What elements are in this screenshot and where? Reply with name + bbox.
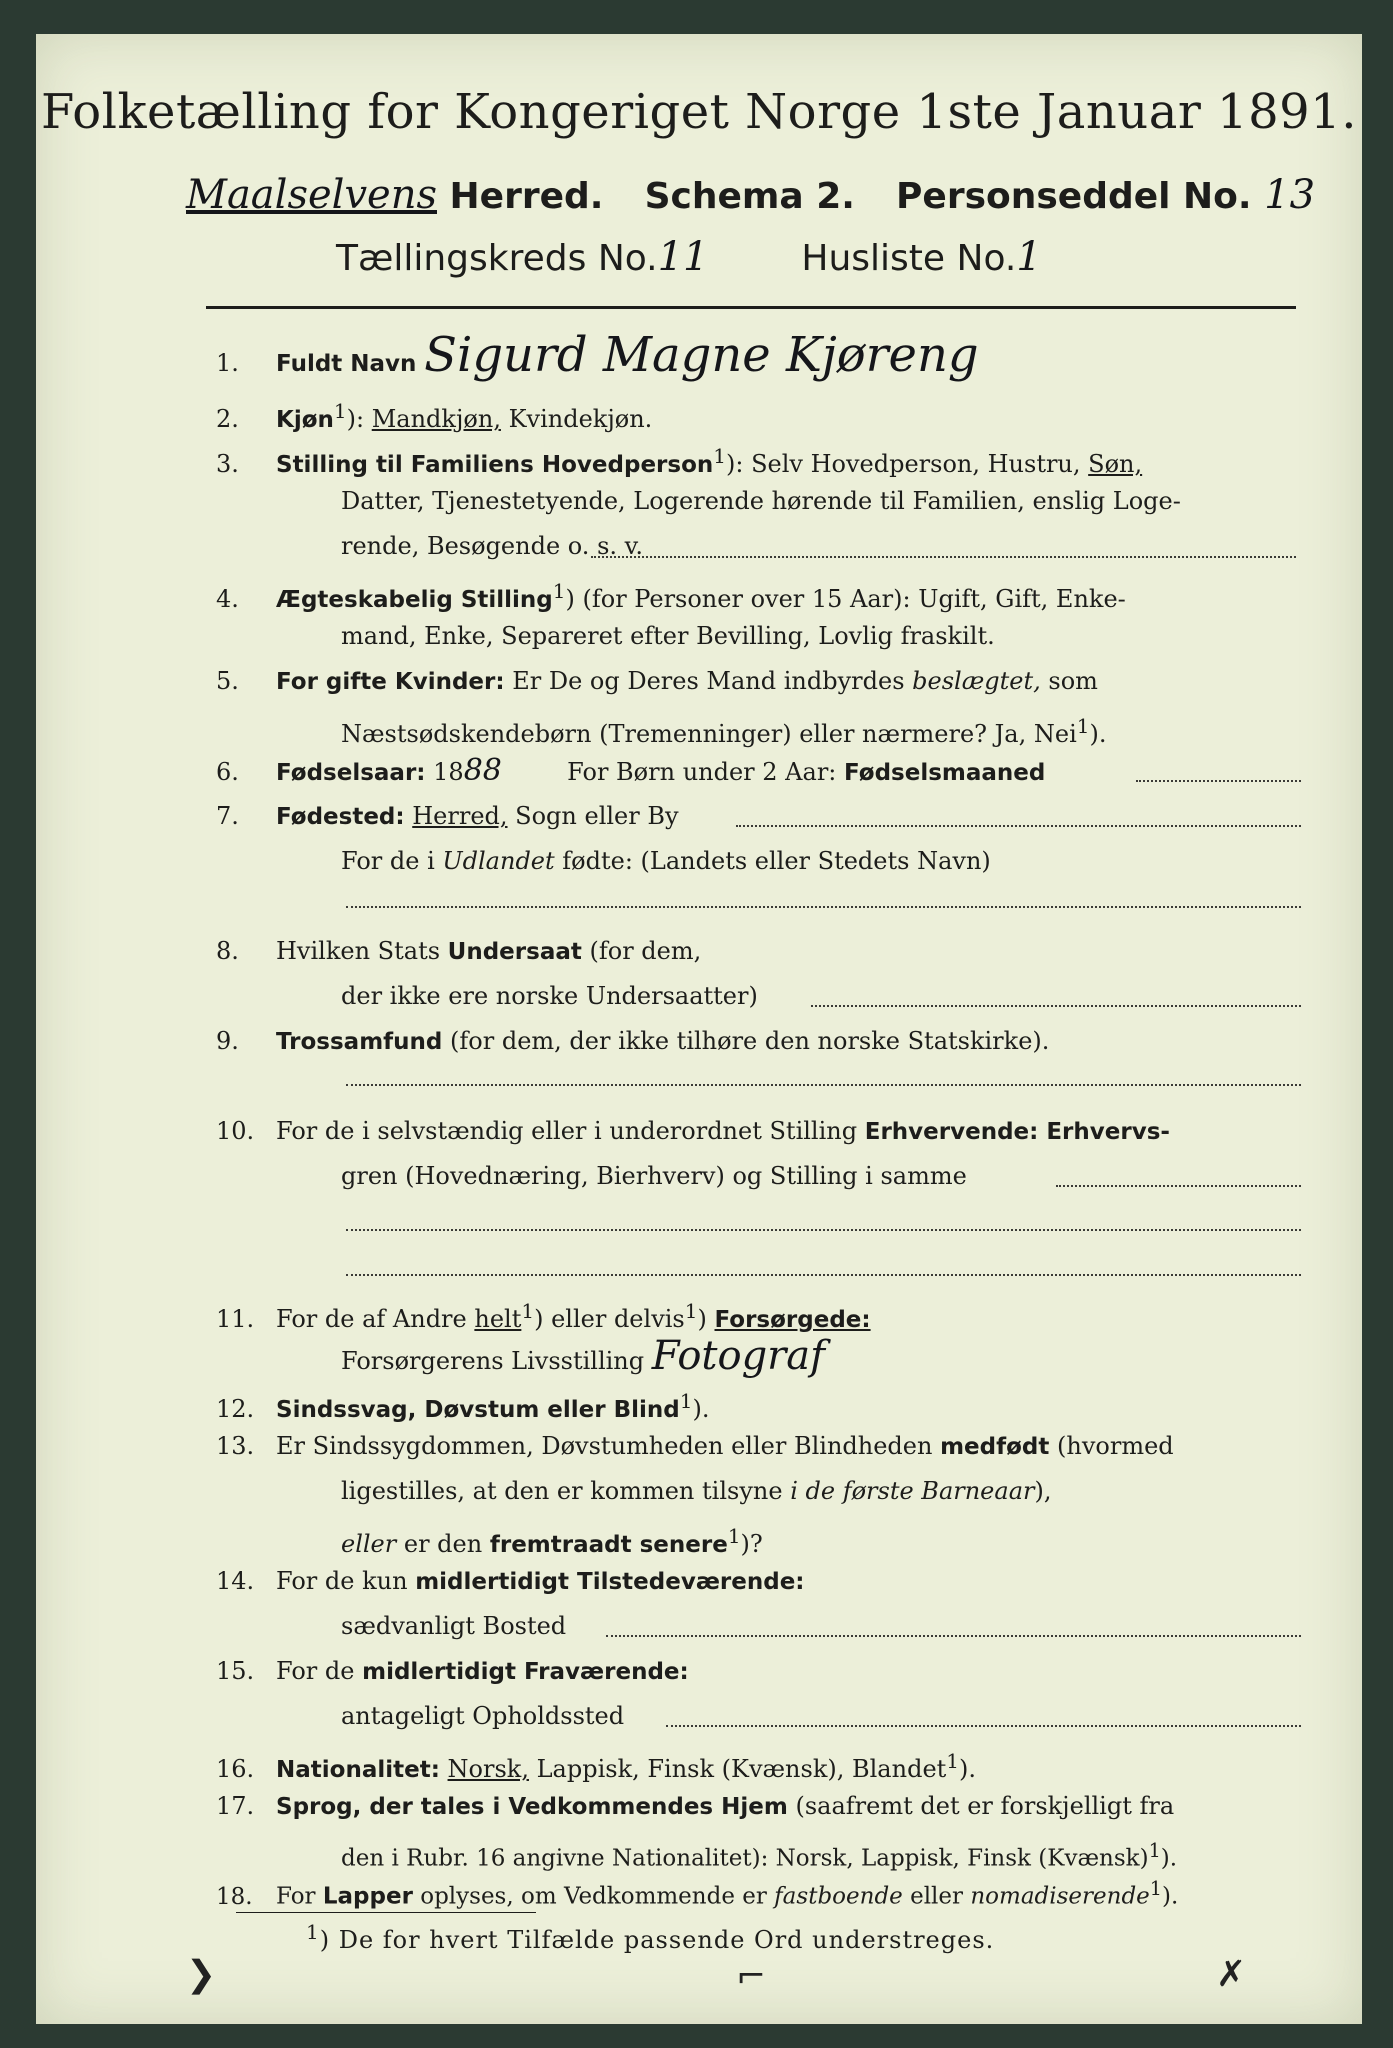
item-number: 14. (216, 1567, 255, 1595)
item-17-line-2 (341, 1836, 1177, 1874)
item-1-full-name (216, 327, 979, 383)
item-text: den i Rubr. 16 angivne Nationalitet): Norsk, Lappisk, Finsk (Kvænsk) (341, 1845, 1149, 1872)
provider-occupation-handwritten: Fotograf (651, 1333, 825, 1379)
item-number: 7. (216, 802, 239, 830)
full-name-handwritten: Sigurd Magne Kjøreng (424, 327, 979, 383)
footnote-ref: 1 (1149, 1877, 1162, 1900)
item-text: For de i (341, 847, 435, 875)
item-text: Sogn eller By (515, 802, 679, 830)
footnote-ref: 1 (679, 1389, 693, 1413)
item-number: 11. (216, 1305, 255, 1333)
footnote (306, 1920, 994, 1954)
item-label: Erhvervende: Erhvervs- (864, 1119, 1170, 1145)
item-12-disability (216, 1386, 710, 1425)
header-divider (206, 306, 1296, 309)
item-7-line-2 (341, 846, 991, 876)
item-label: Undersaat (447, 939, 582, 965)
kreds-label: Tællingskreds No. (336, 238, 658, 279)
item-14-temporary-present (216, 1566, 805, 1597)
item-text: ), (1034, 1477, 1052, 1505)
pencil-mark: ⌐ (736, 1956, 767, 1997)
item-text: Lappisk, Finsk (Kvænsk), Blandet (536, 1755, 947, 1783)
item-number: 15. (216, 1657, 255, 1685)
footnote-ref: 1 (1076, 714, 1090, 738)
item-number: 9. (216, 1027, 239, 1055)
item-3-line-3: rende, Besøgende o. s. v. (341, 532, 643, 560)
schema-label: Schema 2. (644, 176, 855, 217)
birth-year-handwritten: 88 (463, 753, 502, 788)
item-text: ). (1160, 1845, 1178, 1872)
item-label: Fuldt Navn (276, 351, 417, 377)
item-text: (for dem, der ikke tilhøre den norske Statskirke). (450, 1027, 1050, 1055)
husliste-number: 1 (1016, 234, 1042, 280)
item-text: For de i selvstændig eller i underordnet Stilling (276, 1117, 858, 1145)
item-13-congenital (216, 1431, 1174, 1462)
option-helt-underlined: helt (474, 1305, 522, 1333)
fill-line (736, 825, 1301, 827)
item-number: 2. (216, 405, 239, 433)
item-8-line-2: der ikke ere norske Undersaatter) (341, 982, 758, 1010)
item-number: 16. (216, 1755, 255, 1783)
herred-label: Herred. (449, 176, 604, 217)
item-3-line-2: Datter, Tjenestetyende, Logerende hørende til Familien, enslig Loge- (341, 487, 1181, 515)
item-label: Trossamfund (276, 1029, 443, 1055)
item-5-line-2 (341, 711, 1106, 749)
census-form-sheet (36, 34, 1362, 2024)
option-kvindekjon: Kvindekjøn. (508, 405, 653, 433)
option-mandkjon-underlined: Mandkjøn, (371, 405, 501, 433)
item-label: Sindssvag, Døvstum eller Blind (276, 1397, 680, 1423)
pencil-mark: ✗ (1216, 1954, 1247, 1995)
item-text: For de kun (276, 1567, 408, 1595)
item-text-italic: eller (341, 1530, 397, 1558)
option-herred-underlined: Herred, (412, 802, 508, 830)
fill-line (346, 1274, 1301, 1276)
item-3-family-position (216, 441, 1142, 480)
item-17-language (216, 1791, 1174, 1822)
form-title: Folketælling for Kongeriget Norge 1ste Januar 1891. (41, 84, 1357, 140)
item-number: 3. (216, 450, 239, 478)
footnote-ref: 1 (552, 579, 566, 603)
item-text: ): Selv Hovedperson, Hustru, (726, 450, 1081, 478)
footnote-ref: 1 (1148, 1839, 1161, 1862)
item-text: fødte: (Landets eller Stedets Navn) (562, 847, 991, 875)
item-5-married-women (216, 666, 1098, 697)
footnote-ref: 1 (333, 399, 347, 423)
fill-line (346, 906, 1301, 908)
item-label: medfødt (940, 1434, 1050, 1460)
item-label: Forsørgede: (714, 1307, 871, 1333)
item-text: ). (692, 1395, 710, 1423)
item-label: Ægteskabelig Stilling (276, 587, 553, 613)
item-text: Forsørgerens Livsstilling (341, 1347, 645, 1375)
item-text: Hvilken Stats (276, 937, 441, 965)
item-label: midlertidigt Tilstedeværende: (415, 1569, 805, 1595)
item-text: ): (346, 405, 365, 433)
fill-line (346, 1229, 1301, 1231)
footnote-ref: 1 (727, 1524, 741, 1548)
item-label: Fødselsaar: (276, 760, 426, 786)
item-text: Er De og Deres Mand indbyrdes (512, 667, 905, 695)
header-line-herred (186, 172, 1315, 218)
fill-line (606, 1635, 1301, 1637)
item-text: ) (for Personer over 15 Aar): Ugift, Gift, Enke- (565, 585, 1126, 613)
header-line-kreds (336, 234, 1042, 280)
item-label: Kjøn (276, 407, 334, 433)
item-text: ligestilles, at den er kommen tilsyne (341, 1477, 783, 1505)
option-norsk-underlined: Norsk, (447, 1755, 529, 1783)
item-label: Fødested: (276, 804, 405, 830)
item-number: 1. (216, 349, 239, 377)
item-text: eller (910, 1883, 964, 1910)
item-text: ) eller delvis (534, 1305, 685, 1333)
item-text: For (276, 1883, 316, 1910)
item-text: )? (740, 1530, 763, 1558)
item-15-line-2: antageligt Opholdssted (341, 1702, 625, 1730)
item-6-birth-year (216, 753, 1046, 788)
year-prefix: 18 (433, 758, 464, 786)
item-label: For gifte Kvinder: (276, 669, 505, 695)
item-number: 5. (216, 667, 239, 695)
item-text: ). (1161, 1883, 1179, 1910)
item-8-citizenship (216, 936, 701, 967)
item-label: Sprog, der tales i Vedkommendes Hjem (276, 1794, 788, 1820)
item-number: 6. (216, 758, 239, 786)
fill-line (811, 1005, 1301, 1007)
item-text: som (1048, 667, 1098, 695)
item-text: er den (403, 1530, 483, 1558)
footnote-ref: 1 (684, 1299, 698, 1323)
item-11-supported (216, 1296, 871, 1335)
footnote-ref: 1 (306, 1920, 320, 1944)
item-label: Nationalitet: (276, 1757, 440, 1783)
herred-handwritten: Maalselvens (186, 172, 437, 218)
item-label: Stilling til Familiens Hovedperson (276, 452, 714, 478)
item-text: (for dem, (589, 937, 702, 965)
option-son-underlined: Søn, (1088, 450, 1143, 478)
item-number: 8. (216, 937, 239, 965)
item-text: For de af Andre (276, 1305, 467, 1333)
item-text: (saafremt det er forskjelligt fra (795, 1792, 1175, 1820)
item-10-line-2: gren (Hovednæring, Bierhverv) og Stilling i samme (341, 1162, 967, 1190)
kreds-number: 11 (657, 234, 709, 280)
item-4-line-2: mand, Enke, Separeret efter Bevilling, Lovlig fraskilt. (341, 622, 995, 650)
footnote-divider (236, 1912, 536, 1913)
item-18-lapps (216, 1874, 1178, 1912)
fill-line (1056, 1185, 1301, 1187)
item-15-temporary-absent (216, 1656, 689, 1687)
item-label: Lapper (322, 1883, 413, 1910)
fill-line (1136, 780, 1301, 782)
personseddel-label: Personseddel No. (896, 176, 1252, 217)
item-13-line-3 (341, 1521, 763, 1560)
item-number: 13. (216, 1432, 255, 1460)
husliste-label: Husliste No. (801, 238, 1017, 279)
item-4-marital-status (216, 576, 1126, 615)
item-9-religion (216, 1026, 1049, 1057)
item-text-italic: fastboende (774, 1883, 903, 1910)
item-label: fremtraadt senere (489, 1532, 728, 1558)
item-2-sex (216, 396, 652, 435)
footnote-text: ) De for hvert Tilfælde passende Ord understreges. (319, 1926, 995, 1954)
item-number: 12. (216, 1395, 255, 1423)
personseddel-number: 13 (1264, 172, 1316, 218)
item-text: For de (276, 1657, 355, 1685)
item-13-line-2 (341, 1476, 1051, 1506)
item-text-italic: nomadiserende (970, 1883, 1150, 1910)
item-number: 18. (216, 1883, 253, 1910)
item-label: Fødselsmaaned (844, 760, 1046, 786)
item-14-line-2: sædvanligt Bosted (341, 1612, 567, 1640)
item-7-birthplace (216, 801, 679, 832)
item-text: ) (697, 1305, 707, 1333)
fill-line (591, 556, 1296, 558)
item-number: 10. (216, 1117, 255, 1145)
item-16-nationality (216, 1746, 976, 1785)
fill-line (666, 1725, 1301, 1727)
item-label: midlertidigt Fraværende: (362, 1659, 689, 1685)
pencil-mark: ❯ (186, 1954, 217, 1995)
item-text: oplyses, om Vedkommende er (420, 1883, 767, 1910)
item-text: (hvormed (1057, 1432, 1174, 1460)
item-number: 17. (216, 1792, 255, 1820)
item-text: For Børn under 2 Aar: (567, 758, 837, 786)
item-text-italic: i de første Barneaar (790, 1477, 1035, 1505)
item-11-line-2 (341, 1333, 825, 1379)
item-number: 4. (216, 585, 239, 613)
item-text: ). (1089, 720, 1107, 748)
footnote-ref: 1 (713, 444, 726, 468)
item-text: Næstsødskendebørn (Tremenninger) eller nærmere? Ja, Nei (341, 720, 1077, 748)
item-text: ). (959, 1755, 977, 1783)
fill-line (346, 1084, 1301, 1086)
footnote-ref: 1 (946, 1749, 960, 1773)
footnote-ref: 1 (521, 1299, 535, 1323)
item-text: Er Sindssygdommen, Døvstumheden eller Blindheden (276, 1432, 933, 1460)
item-text-italic: beslægtet, (912, 667, 1041, 695)
item-10-occupation (216, 1116, 1170, 1147)
item-text-italic: Udlandet (442, 847, 555, 875)
